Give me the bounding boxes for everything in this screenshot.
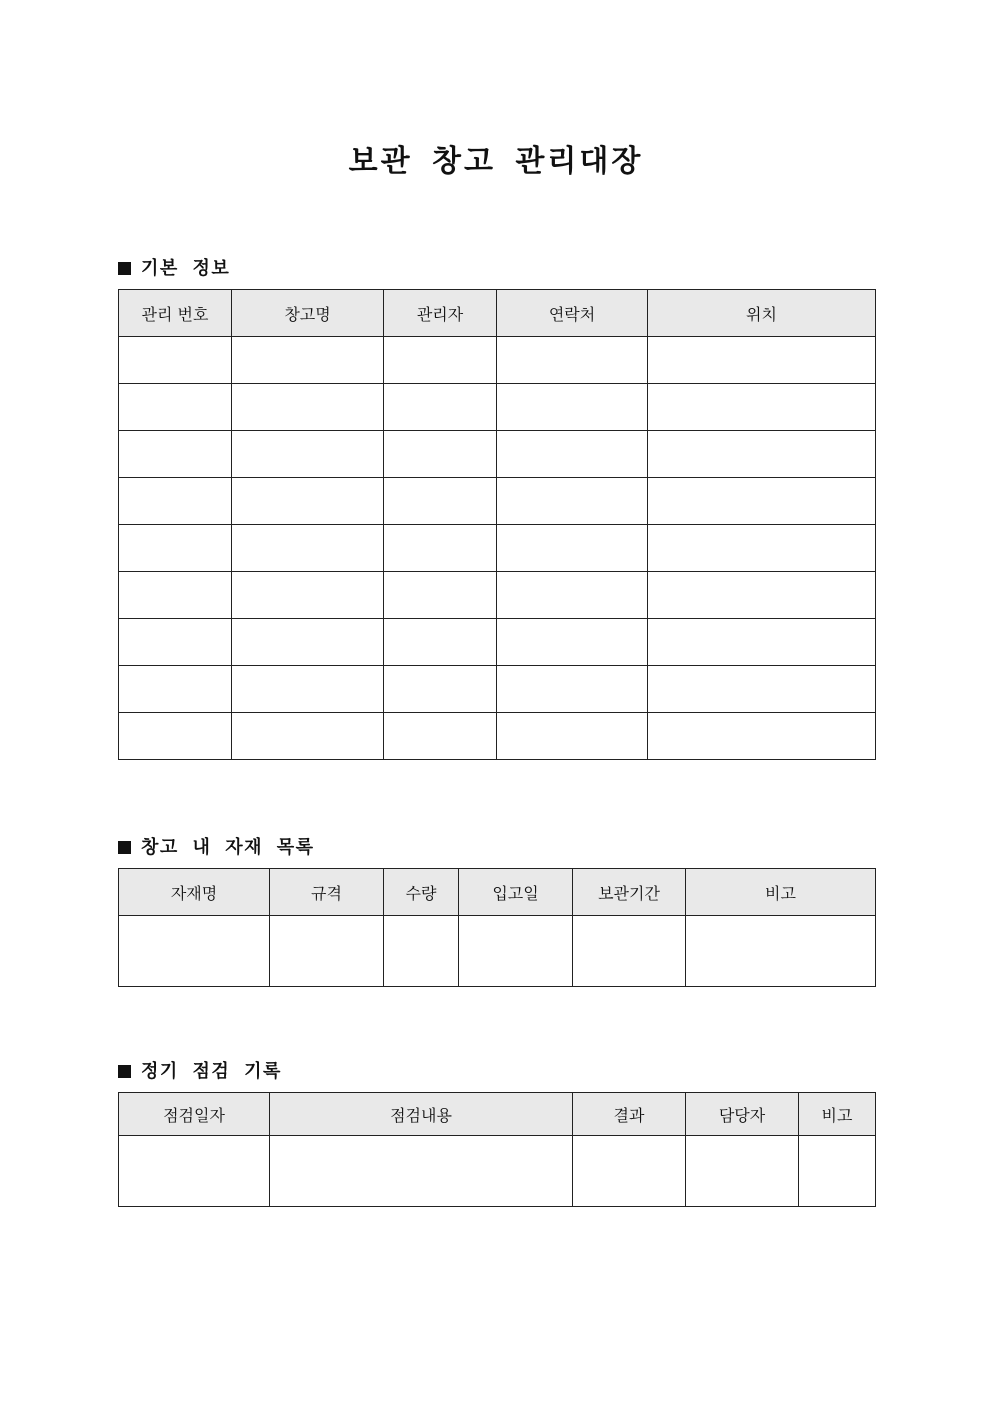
table-cell[interactable] bbox=[384, 666, 497, 713]
table-cell[interactable] bbox=[232, 572, 384, 619]
square-bullet-icon bbox=[118, 262, 131, 275]
section-heading-text: 정기 점검 기록 bbox=[141, 1061, 282, 1082]
table-cell[interactable] bbox=[384, 619, 497, 666]
section-heading-text: 창고 내 자재 목록 bbox=[141, 837, 315, 858]
table-cell[interactable] bbox=[497, 384, 648, 431]
table-row bbox=[119, 525, 876, 572]
column-header: 관리 번호 bbox=[119, 290, 232, 337]
column-header: 담당자 bbox=[686, 1093, 799, 1136]
table-cell[interactable] bbox=[232, 384, 384, 431]
square-bullet-icon bbox=[118, 1065, 131, 1078]
table-row bbox=[119, 572, 876, 619]
table-cell[interactable] bbox=[686, 1136, 799, 1207]
column-header: 창고명 bbox=[232, 290, 384, 337]
section-heading-material-list bbox=[118, 833, 315, 859]
table-cell[interactable] bbox=[686, 916, 876, 987]
inspection-record-table bbox=[118, 1092, 876, 1207]
table-cell[interactable] bbox=[119, 525, 232, 572]
table-cell[interactable] bbox=[497, 337, 648, 384]
table-header-row bbox=[119, 290, 876, 337]
column-header: 점검내용 bbox=[270, 1093, 573, 1136]
table-row bbox=[119, 337, 876, 384]
table-cell[interactable] bbox=[648, 619, 876, 666]
material-list-table bbox=[118, 868, 876, 987]
table-cell[interactable] bbox=[232, 619, 384, 666]
column-header: 연락처 bbox=[497, 290, 648, 337]
table-cell[interactable] bbox=[799, 1136, 876, 1207]
table-row bbox=[119, 916, 876, 987]
column-header: 자재명 bbox=[119, 869, 270, 916]
column-header: 수량 bbox=[384, 869, 459, 916]
table-cell[interactable] bbox=[119, 713, 232, 760]
table-cell[interactable] bbox=[497, 478, 648, 525]
table-row bbox=[119, 431, 876, 478]
section-heading-text: 기본 정보 bbox=[141, 258, 231, 279]
table-cell[interactable] bbox=[384, 478, 497, 525]
table-cell[interactable] bbox=[119, 431, 232, 478]
table-cell[interactable] bbox=[384, 525, 497, 572]
table-cell[interactable] bbox=[232, 525, 384, 572]
table-row bbox=[119, 384, 876, 431]
table-cell[interactable] bbox=[119, 1136, 270, 1207]
column-header: 위치 bbox=[648, 290, 876, 337]
square-bullet-icon bbox=[118, 841, 131, 854]
table-cell[interactable] bbox=[384, 337, 497, 384]
table-cell[interactable] bbox=[497, 431, 648, 478]
table-row bbox=[119, 478, 876, 525]
table-cell[interactable] bbox=[384, 384, 497, 431]
table-cell[interactable] bbox=[270, 1136, 573, 1207]
table-row bbox=[119, 1136, 876, 1207]
table-cell[interactable] bbox=[497, 572, 648, 619]
column-header: 보관기간 bbox=[573, 869, 686, 916]
section-heading-basic-info bbox=[118, 254, 230, 280]
table-cell[interactable] bbox=[648, 384, 876, 431]
table-cell[interactable] bbox=[648, 572, 876, 619]
table-cell[interactable] bbox=[119, 572, 232, 619]
table-cell[interactable] bbox=[232, 666, 384, 713]
table-header-row bbox=[119, 869, 876, 916]
table-cell[interactable] bbox=[384, 572, 497, 619]
table-cell[interactable] bbox=[573, 1136, 686, 1207]
column-header: 비고 bbox=[686, 869, 876, 916]
table-cell[interactable] bbox=[384, 431, 497, 478]
table-header-row bbox=[119, 1093, 876, 1136]
table-cell[interactable] bbox=[119, 619, 232, 666]
table-cell[interactable] bbox=[232, 431, 384, 478]
table-cell[interactable] bbox=[648, 666, 876, 713]
table-cell[interactable] bbox=[648, 478, 876, 525]
table-row bbox=[119, 619, 876, 666]
table-cell[interactable] bbox=[232, 478, 384, 525]
column-header: 결과 bbox=[573, 1093, 686, 1136]
basic-info-table bbox=[118, 289, 876, 760]
table-cell[interactable] bbox=[119, 916, 270, 987]
table-cell[interactable] bbox=[119, 478, 232, 525]
table-row bbox=[119, 666, 876, 713]
table-cell[interactable] bbox=[119, 666, 232, 713]
column-header: 비고 bbox=[799, 1093, 876, 1136]
table-cell[interactable] bbox=[384, 713, 497, 760]
table-cell[interactable] bbox=[270, 916, 384, 987]
table-cell[interactable] bbox=[648, 337, 876, 384]
table-cell[interactable] bbox=[648, 525, 876, 572]
table-cell[interactable] bbox=[232, 337, 384, 384]
table-cell[interactable] bbox=[232, 713, 384, 760]
table-cell[interactable] bbox=[497, 525, 648, 572]
table-cell[interactable] bbox=[497, 713, 648, 760]
column-header: 점검일자 bbox=[119, 1093, 270, 1136]
table-row bbox=[119, 713, 876, 760]
table-cell[interactable] bbox=[497, 619, 648, 666]
table-cell[interactable] bbox=[459, 916, 573, 987]
table-cell[interactable] bbox=[497, 666, 648, 713]
table-cell[interactable] bbox=[119, 384, 232, 431]
section-heading-inspection-record bbox=[118, 1057, 282, 1083]
page-title: 보관 창고 관리대장 bbox=[348, 144, 644, 179]
column-header: 관리자 bbox=[384, 290, 497, 337]
column-header: 규격 bbox=[270, 869, 384, 916]
table-cell[interactable] bbox=[648, 431, 876, 478]
table-cell[interactable] bbox=[119, 337, 232, 384]
table-cell[interactable] bbox=[384, 916, 459, 987]
column-header: 입고일 bbox=[459, 869, 573, 916]
table-cell[interactable] bbox=[648, 713, 876, 760]
table-cell[interactable] bbox=[573, 916, 686, 987]
